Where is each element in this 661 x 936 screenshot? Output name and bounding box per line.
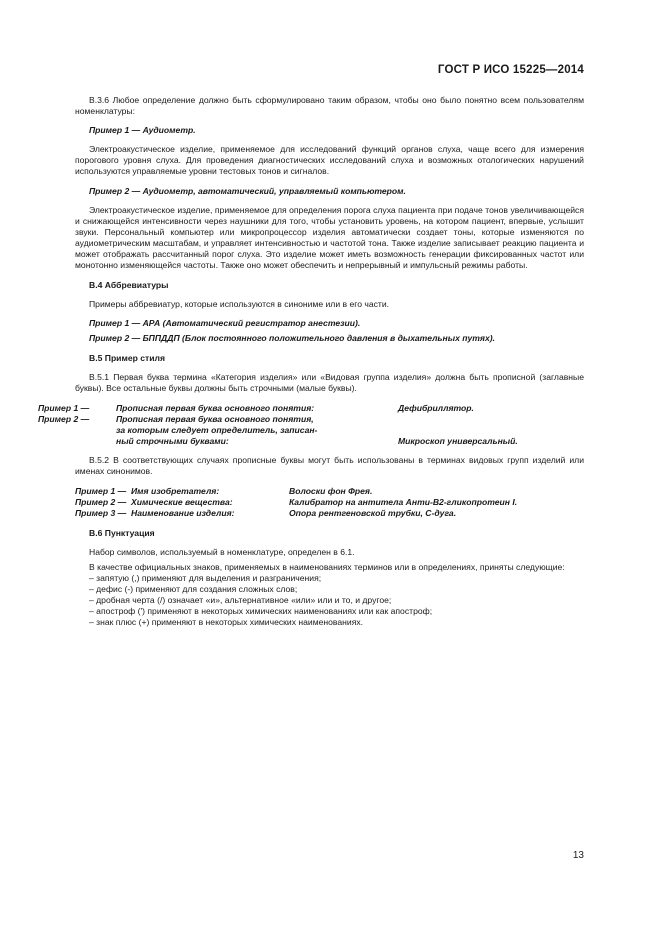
list-item: – дефис (-) применяют для создания сложных слов; [89,584,298,594]
style-example-row [38,425,558,436]
b36-example1-text: Электроакустическое изделие, применяемое для исследований функций органов слуха, чаще всего для измерения порогового уровня слуха. Для проведения диагностических исследований слуха и возможных отологических нарушений используются управляемые уровни тестовых тонов и сигналов. [75,144,584,176]
b5-heading: B.5 Пример стиля [89,353,165,363]
b52-text: B.5.2 В соответствующих случаях прописные буквы могут быть использованы в терминах видовых групп изделий или именах синонимов. [75,455,584,476]
name-example-label: Пример 3 — [75,508,127,518]
name-example-label: Пример 1 — [75,486,127,496]
b36-example2-text: Электроакустическое изделие, применяемое для определения порога слуха пациента при подаче тонов увеличивающейся и снижающейся интенсивности через наушники для того, чтобы установить уровень, на котором пациент, впервые, услышит звуки. Персональный компьютер или микропроцессор изделия автоматически создает тоны, которые изменяются по аудиометрическим масштабам, и управляет интенсивностью и частотой тона. Также изделие записывает реакцию пациента и может отображать рассчитанный порог слуха. Это изделие может иметь возможность генерации фиксированных частот или монотонно изменяющейся частоты. Также оно может обеспечить и непрерывный и импульсный режимы работы. [75,205,584,270]
list-item: – запятую (,) применяют для выделения и разграничения; [89,573,322,583]
name-example-label: Пример 2 — [75,497,127,507]
style-example-row [38,403,558,414]
name-example-value: Волоски фон Фрея. [289,486,373,496]
b6-text1: Набор символов, используемый в номенклатуре, определен в 6.1. [89,547,355,557]
style-example-label: Пример 1 — [38,403,90,413]
list-item: – знак плюс (+) применяют в некоторых химических наименованиях. [89,617,364,627]
name-example-value: Опора рентгеновской трубки, С-дуга. [289,508,457,518]
style-example-value: Дефибриллятор. [398,403,474,413]
name-example-term: Химические вещества: [131,497,233,507]
b6-heading: B.6 Пунктуация [89,528,155,538]
name-examples-table [75,486,517,519]
style-example-text: Прописная первая буква основного понятия, [116,414,314,424]
b4-text: Примеры аббревиатур, которые используются в синониме или в его части. [89,299,390,309]
page-number: 13 [572,850,584,861]
style-example-text: за которым следует определитель, записан- [116,425,318,435]
style-example-row [38,436,558,447]
document-body [38,95,584,628]
b36-example2-title: Пример 2 — Аудиометр, автоматический, управляемый компьютером. [89,186,406,196]
name-example-row [75,508,517,519]
name-example-value: Калибратор на антитела Анти-B2-гликопротеин I. [289,497,518,507]
list-item: – апостроф (') применяют в некоторых химических наименованиях или как апостроф; [89,606,433,616]
b6-text2: В качестве официальных знаков, применяемых в наименованиях терминов или в определениях, приняты следующие: [89,562,565,572]
b4-example1: Пример 1 — АРА (Автоматический регистратор анестезии). [89,318,361,328]
document-header: ГОСТ Р ИСО 15225—2014 [437,64,584,76]
style-example-label: Пример 2 — [38,414,90,424]
b4-heading: B.4 Аббревиатуры [89,280,169,290]
b51-text: B.5.1 Первая буква термина «Категория изделия» или «Видовая группа изделия» должна быть прописной (заглавные буквы). Все остальные буквы должны быть строчными (малые буквы). [75,372,584,393]
b4-example2: Пример 2 — БППДДП (Блок постоянного положительного давления в дыхательных путях). [89,333,495,343]
name-example-row [75,486,517,497]
style-example-row [38,414,558,425]
clause-b36-text: B.3.6 Любое определение должно быть сформулировано таким образом, чтобы оно было понятно всем пользователям номенклатуры: [75,95,584,116]
b36-example1-title: Пример 1 — Аудиометр. [89,125,196,135]
style-example-text: ный строчными буквами: [116,436,229,446]
style-example-text: Прописная первая буква основного понятия: [116,403,315,413]
name-example-term: Имя изобретателя: [131,486,220,496]
style-examples-table [38,403,558,447]
name-example-row [75,497,517,508]
style-example-value: Микроскоп универсальный. [398,436,518,446]
name-example-term: Наименование изделия: [131,508,235,518]
list-item: – дробная черта (/) означает «и», альтернативное «или» или и то, и другое; [89,595,392,605]
